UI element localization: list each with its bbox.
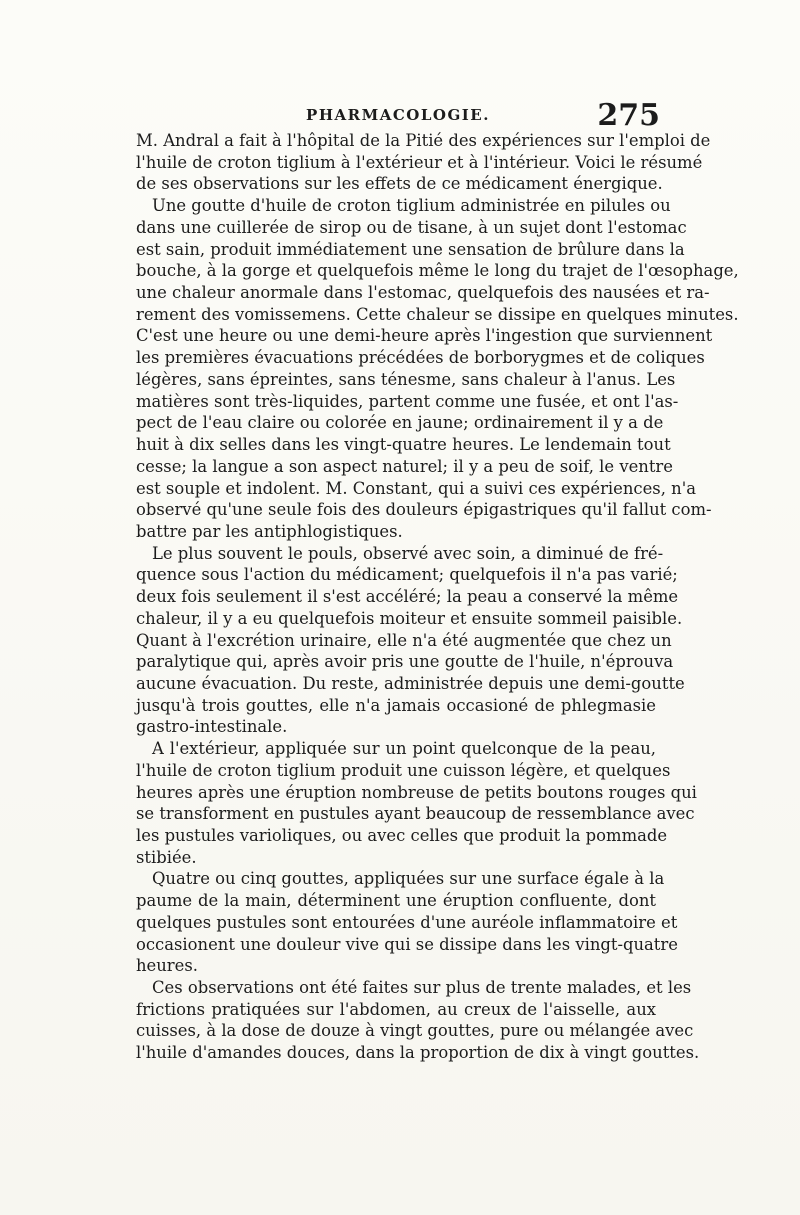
text-line: Une goutte d'huile de croton tiglium administrée en pilules ou [152, 196, 671, 216]
text-line: chaleur, il y a eu quelquefois moiteur et ensuite sommeil paisible. [136, 608, 683, 628]
text-line: huit à dix selles dans les vingt-quatre heures. Le lendemain tout [136, 435, 671, 455]
running-title: PHARMACOLOGIE. [306, 106, 490, 124]
text-line: observé qu'une seule fois des douleurs épigastriques qu'il fallut com- [136, 500, 712, 520]
body-text [136, 130, 739, 1064]
text-line: cuisses, à la dose de douze à vingt gouttes, pure ou mélangée avec [136, 1021, 694, 1041]
text-line: stibiée. [136, 847, 197, 867]
text-line: Quatre ou cinq gouttes, appliquées sur une surface égale à la [152, 869, 665, 889]
text-line: paralytique qui, après avoir pris une goutte de l'huile, n'éprouva [136, 652, 674, 672]
text-line: les pustules varioliques, ou avec celles que produit la pommade [136, 826, 668, 845]
text-line: deux fois seulement il s'est accéléré; la peau a conservé la même [136, 587, 679, 607]
text-line: Ces observations ont été faites sur plus de trente malades, et les [152, 978, 692, 998]
text-line: A l'extérieur, appliquée sur un point quelconque de la peau, [152, 739, 656, 759]
text-line: bouche, à la gorge et quelquefois même le long du trajet de l'œsophage, [136, 261, 739, 281]
text-line: C'est une heure ou une demi-heure après l'ingestion que surviennent [136, 326, 713, 346]
text-line: les premières évacuations précédées de borborygmes et de coliques [136, 348, 705, 368]
text-line: se transforment en pustules ayant beaucoup de ressemblance avec [136, 804, 695, 824]
text-line: gastro-intestinale. [136, 717, 288, 737]
text-line: pect de l'eau claire ou colorée en jaune; ordinairement il y a de [136, 413, 664, 433]
text-line: Quant à l'excrétion urinaire, elle n'a été augmentée que chez un [136, 630, 672, 650]
text-line: M. Andral a fait à l'hôpital de la Pitié des expériences sur l'emploi de [136, 131, 711, 150]
text-line: est sain, produit immédiatement une sensation de brûlure dans la [136, 239, 685, 259]
text-line: est souple et indolent. M. Constant, qui a suivi ces expériences, n'a [136, 478, 696, 498]
text-line: dans une cuillerée de sirop ou de tisane, à un sujet dont l'estomac [136, 217, 687, 237]
text-line: paume de la main, déterminent une éruption confluente, dont [136, 891, 656, 911]
text-line: quelques pustules sont entourées d'une auréole inflammatoire et [136, 912, 678, 932]
text-line: l'huile de croton tiglium produit une cuisson légère, et quelques [136, 760, 671, 780]
text-line: matières sont très-liquides, partent comme une fusée, et ont l'as- [136, 391, 679, 411]
page-number: 275 [597, 98, 660, 133]
text-line: aucune évacuation. Du reste, administrée depuis une demi-goutte [136, 673, 685, 693]
text-line: rement des vomissemens. Cette chaleur se dissipe en quelques minutes. [136, 304, 739, 324]
text-line: de ses observations sur les effets de ce médicament énergique. [136, 174, 663, 194]
text-line: cesse; la langue a son aspect naturel; il y a peu de soif, le ventre [136, 456, 673, 476]
text-line: heures après une éruption nombreuse de petits boutons rouges qui [136, 782, 697, 802]
text-line: l'huile de croton tiglium à l'extérieur et à l'intérieur. Voici le résumé [136, 152, 703, 172]
text-line: occasionent une douleur vive qui se dissipe dans les vingt-quatre [136, 934, 678, 954]
text-line: une chaleur anormale dans l'estomac, quelquefois des nausées et ra- [136, 283, 710, 303]
text-line: battre par les antiphlogistiques. [136, 521, 403, 541]
text-line: jusqu'à trois gouttes, elle n'a jamais occasioné de phlegmasie [136, 695, 656, 715]
text-line: frictions pratiquées sur l'abdomen, au creux de l'aisselle, aux [136, 999, 656, 1019]
text-line: Le plus souvent le pouls, observé avec soin, a diminué de fré- [152, 543, 664, 563]
text-line: quence sous l'action du médicament; quelquefois il n'a pas varié; [136, 565, 678, 585]
page-header [136, 98, 660, 134]
text-line: légères, sans épreintes, sans ténesme, sans chaleur à l'anus. Les [136, 369, 676, 389]
text-line: l'huile d'amandes douces, dans la proportion de dix à vingt gouttes. [136, 1043, 700, 1063]
text-line: heures. [136, 956, 198, 976]
